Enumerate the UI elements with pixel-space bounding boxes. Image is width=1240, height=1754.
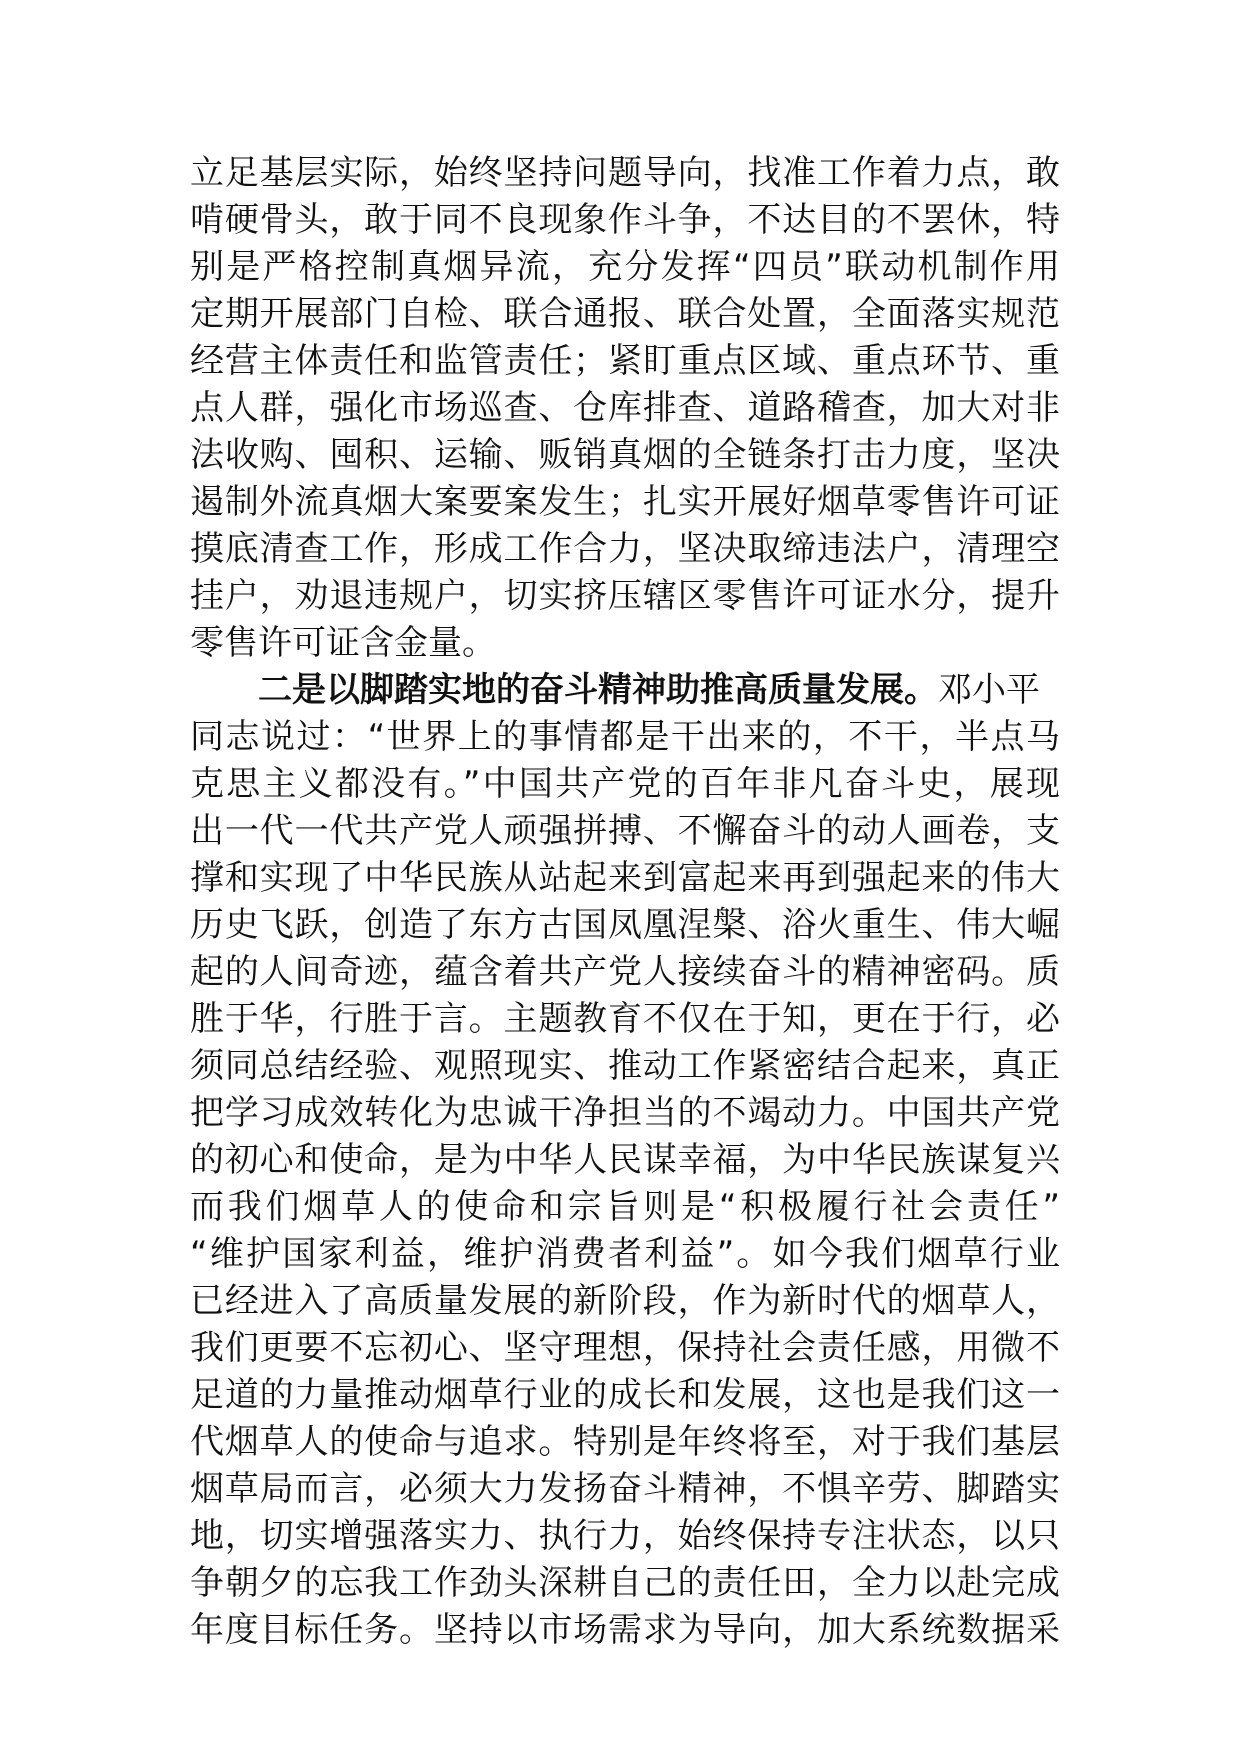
text-line: “维护国家利益，维护消费者利益”。如今我们烟草行业 [190, 1234, 1060, 1274]
text-line: 出一代一代共产党人顽强拼搏、不懈奋斗的动人画卷，支 [190, 811, 1060, 851]
body-text [190, 150, 1060, 1654]
text-line: 历史飞跃，创造了东方古国凤凰涅槃、浴火重生、伟大崛 [190, 905, 1060, 945]
text-line: 立足基层实际，始终坚持问题导向，找准工作着力点，敢 [190, 153, 1060, 193]
text-line: 把学习成效转化为忠诚干净担当的不竭动力。中国共产党 [190, 1093, 1060, 1133]
text-line: 啃硬骨头，敢于同不良现象作斗争，不达目的不罢休，特 [190, 200, 1060, 240]
section-heading-line [190, 667, 1060, 714]
text-line: 烟草局而言，必须大力发扬奋斗精神，不惧辛劳、脚踏实 [190, 1469, 1060, 1509]
heading-trailing-text: 邓小平 [938, 670, 1040, 710]
section-heading: 二是以脚踏实地的奋斗精神助推高质量发展。 [258, 670, 938, 710]
text-line: 摸底清查工作，形成工作合力，坚决取缔违法户，清理空 [190, 529, 1060, 569]
text-line: 胜于华，行胜于言。主题教育不仅在于知，更在于行，必 [190, 999, 1060, 1039]
text-line: 我们更要不忘初心、坚守理想，保持社会责任感，用微不 [190, 1328, 1060, 1368]
text-line: 定期开展部门自检、联合通报、联合处置，全面落实规范 [190, 294, 1060, 334]
text-line: 点人群，强化市场巡查、仓库排查、道路稽查，加大对非 [190, 388, 1060, 428]
text-line: 法收购、囤积、运输、贩销真烟的全链条打击力度，坚决 [190, 435, 1060, 475]
text-line: 挂户，劝退违规户，切实挤压辖区零售许可证水分，提升 [190, 576, 1060, 616]
text-line: 地，切实增强落实力、执行力，始终保持专注状态，以只 [190, 1516, 1060, 1556]
text-line: 零售许可证含金量。 [190, 623, 496, 663]
text-line: 别是严格控制真烟异流，充分发挥“四员”联动机制作用 [190, 247, 1060, 287]
text-line: 起的人间奇迹，蕴含着共产党人接续奋斗的精神密码。质 [190, 952, 1060, 992]
text-line: 遏制外流真烟大案要案发生；扎实开展好烟草零售许可证 [190, 482, 1060, 522]
text-line: 足道的力量推动烟草行业的成长和发展，这也是我们这一 [190, 1375, 1060, 1415]
text-line: 年度目标任务。坚持以市场需求为导向，加大系统数据采 [190, 1610, 1060, 1650]
text-line: 的初心和使命，是为中华人民谋幸福，为中华民族谋复兴 [190, 1140, 1060, 1180]
text-line: 已经进入了高质量发展的新阶段，作为新时代的烟草人， [190, 1281, 1060, 1321]
text-line: 克思主义都没有。”中国共产党的百年非凡奋斗史，展现 [190, 764, 1060, 804]
text-line: 代烟草人的使命与追求。特别是年终将至，对于我们基层 [190, 1422, 1060, 1462]
text-line: 同志说过：“世界上的事情都是干出来的，不干，半点马 [190, 717, 1060, 757]
text-line: 须同总结经验、观照现实、推动工作紧密结合起来，真正 [190, 1046, 1060, 1086]
text-line: 经营主体责任和监管责任；紧盯重点区域、重点环节、重 [190, 341, 1060, 381]
text-line: 撑和实现了中华民族从站起来到富起来再到强起来的伟大 [190, 858, 1060, 898]
text-line: 争朝夕的忘我工作劲头深耕自己的责任田，全力以赴完成 [190, 1563, 1060, 1603]
text-line: 而我们烟草人的使命和宗旨则是“积极履行社会责任” [190, 1187, 1060, 1227]
